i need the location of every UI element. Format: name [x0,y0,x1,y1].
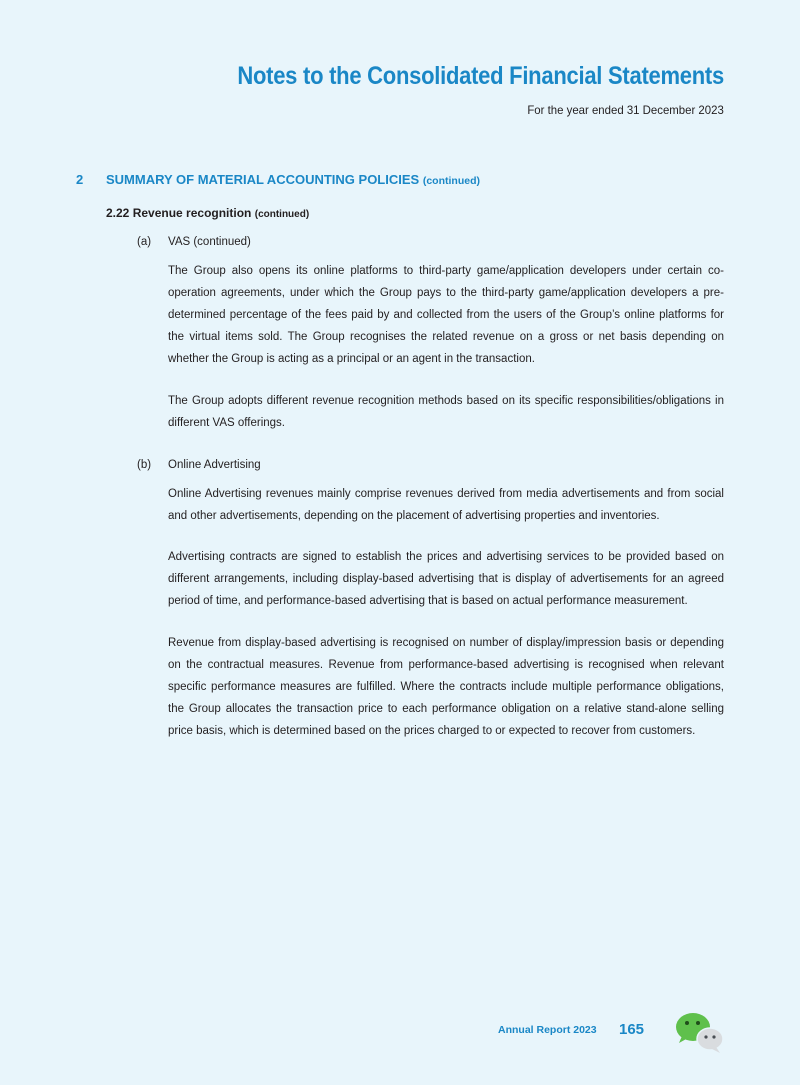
logo-bubble-grey [697,1028,723,1053]
item-a-paragraph-1: The Group also opens its online platforms to third-party game/application developers under certain co-operation agreements, under which the Group pays to the third-party game/application developers a pre-determined percentage of the fees paid by and collected from the users of the Group’s online platforms for the virtual items sold. The Group recognises the related revenue on a gross or net basis depending on whether the Group is acting as a principal or an agent in the transaction. [168,265,724,365]
item-b-mark: (b) [137,459,152,471]
item-a-heading [137,236,251,248]
item-a-mark: (a) [137,236,152,248]
item-a-paragraph-2: The Group adopts different revenue recognition methods based on its specific responsibilities/obligations in different VAS offerings. [168,395,724,429]
page-title: Notes to the Consolidated Financial Statements [237,62,724,90]
page-subtitle: For the year ended 31 December 2023 [527,103,724,117]
subsection-title: 2.22 Revenue recognition [106,206,252,220]
item-b-paragraph-3: Revenue from display-based advertising is recognised on number of display/impression basis or depending on the contractual measures. Revenue from performance-based advertising is recognised when relevant specific performance measures are fulfilled. Where the contracts include multiple performance obligations, the Group allocates the transaction price to each performance obligation on a relative stand-alone selling price basis, which is determined based on the prices charged to or expected to recover from customers. [168,637,724,737]
page-number: 165 [619,1021,645,1038]
section-number: 2 [76,172,84,187]
item-b-heading [137,459,261,471]
footer-report-title: Annual Report 2023 [498,1024,597,1036]
subsection-heading [106,206,309,220]
wechat-bubbles-icon [674,1010,726,1054]
section-continued: (continued) [422,175,480,187]
section-heading [76,172,480,187]
section-title: SUMMARY OF MATERIAL ACCOUNTING POLICIES [106,172,420,187]
item-a-label: VAS (continued) [168,236,251,248]
subsection-continued: (continued) [254,209,310,220]
item-b-label: Online Advertising [168,459,261,471]
item-b-paragraph-1: Online Advertising revenues mainly comprise revenues derived from media advertisements and from social and other advertisements, depending on the placement of advertising properties and inventories. [168,488,724,522]
item-b-paragraph-2: Advertising contracts are signed to establish the prices and advertising services to be provided based on different arrangements, including display-based advertising that is display of advertisements for an agreed period of time, and performance-based advertising that is based on actual performance measurement. [168,551,724,607]
